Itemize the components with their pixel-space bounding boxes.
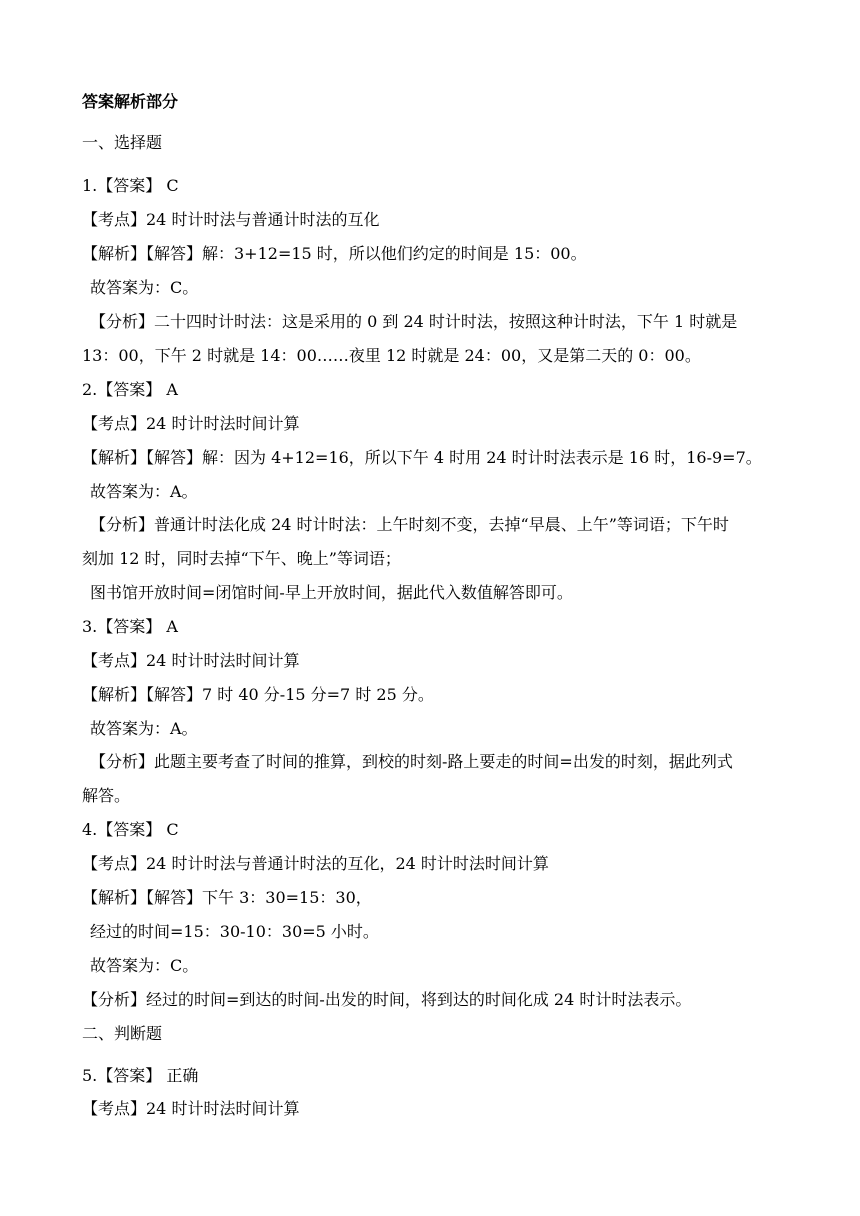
q1-analysis-1: 【分析】二十四时计时法：这是采用的 0 到 24 时计时法，按照这种计时法，下午 1 时就是 [90,312,738,331]
q3-analysis-1: 【分析】此题主要考查了时间的推算，到校的时刻-路上要走的时间=出发的时刻，据此列式 [90,752,733,771]
q3-result: 故答案为：A。 [90,719,198,738]
q2-point: 【考点】24 时计时法时间计算 [82,414,300,433]
q3-point: 【考点】24 时计时法时间计算 [82,651,300,670]
q2-explain: 【解析】【解答】解：因为 4+12=16，所以下午 4 时用 24 时计时法表示是 16 时，16-9=7。 [82,448,762,467]
q4-point: 【考点】24 时计时法与普通计时法的互化，24 时计时法时间计算 [82,854,549,873]
q3-explain: 【解析】【解答】7 时 40 分-15 分=7 时 25 分。 [82,685,434,704]
section-heading-choice: 一、选择题 [82,133,163,152]
q1-point: 【考点】24 时计时法与普通计时法的互化 [82,210,380,229]
q1-explain: 【解析】【解答】解：3+12=15 时，所以他们约定的时间是 15：00。 [82,244,587,263]
q2-analysis-1: 【分析】普通计时法化成 24 时计时法：上午时刻不变，去掉“早晨、上午”等词语；下午时 [90,515,729,534]
q3-answer: 3.【答案】 A [82,617,178,636]
q3-analysis-2: 解答。 [82,786,131,805]
doc-title: 答案解析部分 [82,92,179,111]
q2-result: 故答案为：A。 [90,482,198,501]
q5-answer: 5.【答案】 正确 [82,1066,199,1085]
q4-answer: 4.【答案】 C [82,820,179,839]
q2-analysis-3: 图书馆开放时间=闭馆时间-早上开放时间，据此代入数值解答即可。 [90,583,573,602]
q2-answer: 2.【答案】 A [82,380,178,399]
q1-result: 故答案为：C。 [90,278,199,297]
section-heading-judge: 二、判断题 [82,1024,163,1043]
q4-explain-2: 经过的时间=15：30-10：30=5 小时。 [90,922,379,941]
q2-analysis-2: 刻加 12 时，同时去掉“下午、晚上”等词语； [82,549,401,568]
q4-explain: 【解析】【解答】下午 3：30=15：30， [82,888,372,907]
q4-result: 故答案为：C。 [90,956,199,975]
q4-analysis-1: 【分析】经过的时间=到达的时间-出发的时间，将到达的时间化成 24 时计时法表示。 [82,990,692,1009]
q1-analysis-2: 13：00，下午 2 时就是 14：00……夜里 12 时就是 24：00，又是第二天的 0：00。 [82,346,701,365]
q5-point: 【考点】24 时计时法时间计算 [82,1099,300,1118]
q1-answer: 1.【答案】 C [82,176,179,195]
